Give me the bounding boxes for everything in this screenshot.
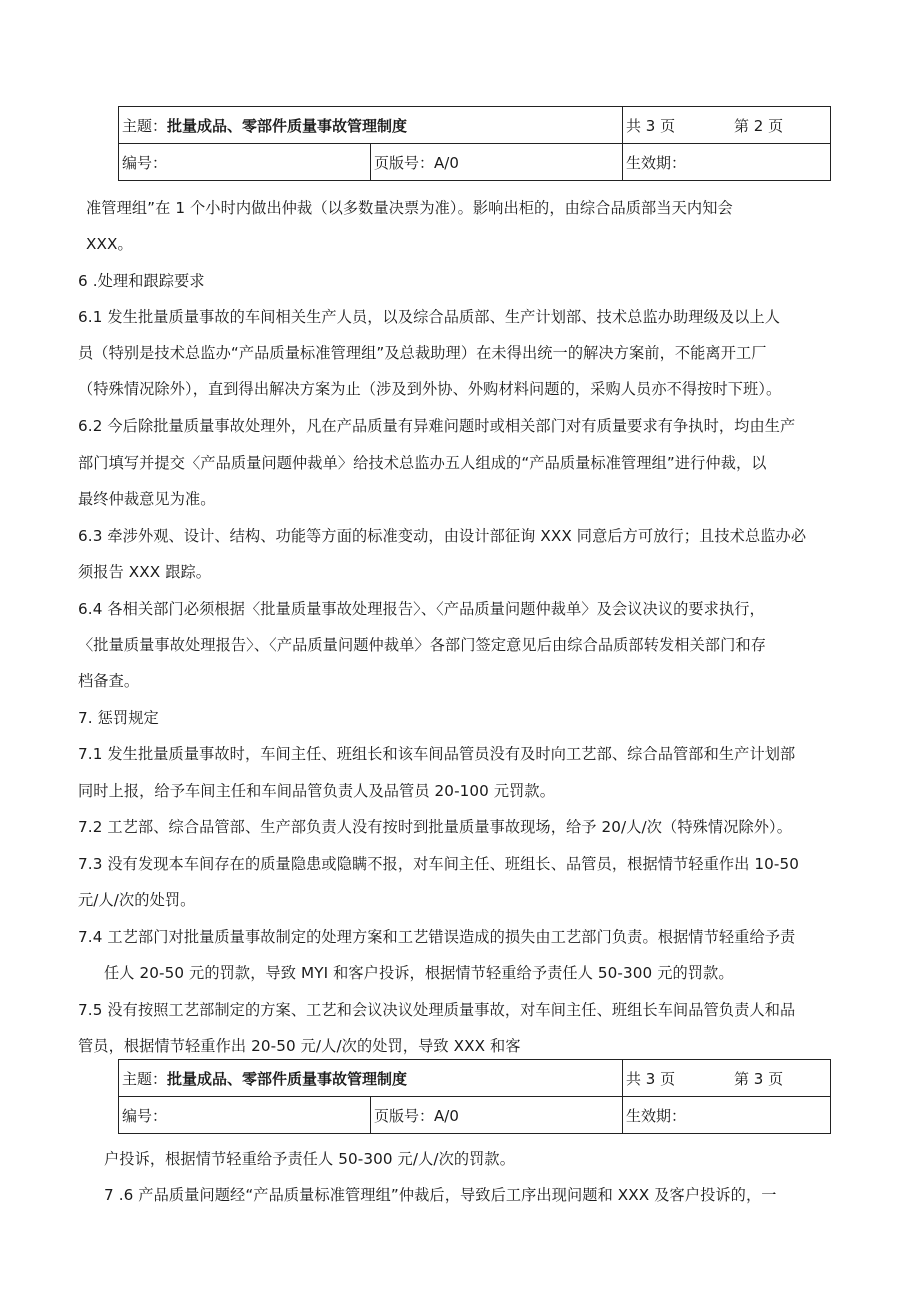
body-line: 7.2 工艺部、综合品管部、生产部负责人没有按时到批量质量事故现场，给予 20/人/次（特殊情况除外）。 [78,818,793,836]
subject-title: 批量成品、零部件质量事故管理制度 [167,116,408,135]
effective-date-label: 生效期： [626,153,687,172]
body-line: 须报告 XXX 跟踪。 [78,563,212,581]
body-line: 6.1 发生批量质量事故的车间相关生产人员，以及综合品质部、生产计划部、技术总监办助理级及以上人 [78,308,781,326]
body-line: 7.1 发生批量质量事故时，车间主任、班组长和该车间品管员没有及时向工艺部、综合品管部和生产计划部 [78,745,796,763]
body-line: 7.4 工艺部门对批量质量事故制定的处理方案和工艺错误造成的损失由工艺部门负责。根据情节轻重给予责 [78,928,796,946]
body-line: 元/人/次的处罚。 [78,891,196,909]
effective-date-cell [623,144,831,181]
version-label: 页版号：A/0 [374,1106,459,1125]
body-line: 7.3 没有发现本车间存在的质量隐患或隐瞒不报，对车间主任、班组长、品管员，根据情节轻重作出 10-50 [78,855,800,873]
effective-date-label: 生效期： [626,1106,687,1125]
current-page: 第 3 页 [734,1069,784,1088]
number-label: 编号： [122,153,168,172]
body-line: XXX。 [86,235,133,253]
subject-title: 批量成品、零部件质量事故管理制度 [167,1069,408,1088]
document-header-page-3 [118,1059,831,1134]
effective-date-cell [623,1097,831,1134]
document-header-page-2 [118,106,831,181]
current-page: 第 2 页 [734,116,784,135]
number-label: 编号： [122,1106,168,1125]
section-heading: 6 .处理和跟踪要求 [78,272,205,290]
body-line: 6.4 各相关部门必须根据〈批量质量事故处理报告〉、〈产品质量问题仲裁单〉及会议决议的要求执行， [78,600,765,618]
body-line: 6.2 今后除批量质量事故处理外，凡在产品质量有异难问题时或相关部门对有质量要求有争执时，均由生产 [78,417,796,435]
body-line: 户投诉，根据情节轻重给予责任人 50-300 元/人/次的罚款。 [104,1150,516,1168]
version-cell [371,144,623,181]
number-cell [119,144,371,181]
body-line: 员（特别是技术总监办“产品质量标准管理组”及总裁助理）在未得出统一的解决方案前，不能离开工厂 [78,344,767,362]
body-line: 6.3 牵涉外观、设计、结构、功能等方面的标准变动，由设计部征询 XXX 同意后方可放行；且技术总监办必 [78,527,807,545]
body-line: 档备查。 [78,672,140,690]
version-cell [371,1097,623,1134]
body-line: （特殊情况除外），直到得出解决方案为止（涉及到外协、外购材料问题的，采购人员亦不得按时下班）。 [78,380,782,398]
number-cell [119,1097,371,1134]
body-line: 同时上报，给予车间主任和车间品管负责人及品管员 20-100 元罚款。 [78,782,556,800]
body-line: 最终仲裁意见为准。 [78,490,216,508]
subject-label: 主题： [122,1069,168,1088]
subject-label: 主题： [122,116,168,135]
page-info-cell [623,107,831,144]
body-line: 7.5 没有按照工艺部制定的方案、工艺和会议决议处理质量事故，对车间主任、班组长车间品管负责人和品 [78,1001,796,1019]
total-pages: 共 3 页 [626,1069,676,1088]
body-line: 7 .6 产品质量问题经“产品质量标准管理组”仲裁后，导致后工序出现问题和 XXX 及客户投诉的，一 [104,1186,777,1204]
body-line: 准管理组”在 1 个小时内做出仲裁（以多数量决票为准）。影响出柜的，由综合品质部当天内知会 [86,199,733,217]
page-info-cell [623,1060,831,1097]
subject-cell [119,107,623,144]
version-label: 页版号：A/0 [374,153,459,172]
body-line: 〈批量质量事故处理报告〉、〈产品质量问题仲裁单〉各部门签定意见后由综合品质部转发相关部门和存 [78,636,767,654]
total-pages: 共 3 页 [626,116,676,135]
body-line: 部门填写并提交〈产品质量问题仲裁单〉给技术总监办五人组成的“产品质量标准管理组”进行仲裁，以 [78,454,767,472]
body-line: 任人 20-50 元的罚款，导致 MYI 和客户投诉，根据情节轻重给予责任人 50-300 元的罚款。 [104,964,734,982]
body-line: 管员，根据情节轻重作出 20-50 元/人/次的处罚，导致 XXX 和客 [78,1037,521,1055]
section-heading: 7. 惩罚规定 [78,709,159,727]
subject-cell [119,1060,623,1097]
